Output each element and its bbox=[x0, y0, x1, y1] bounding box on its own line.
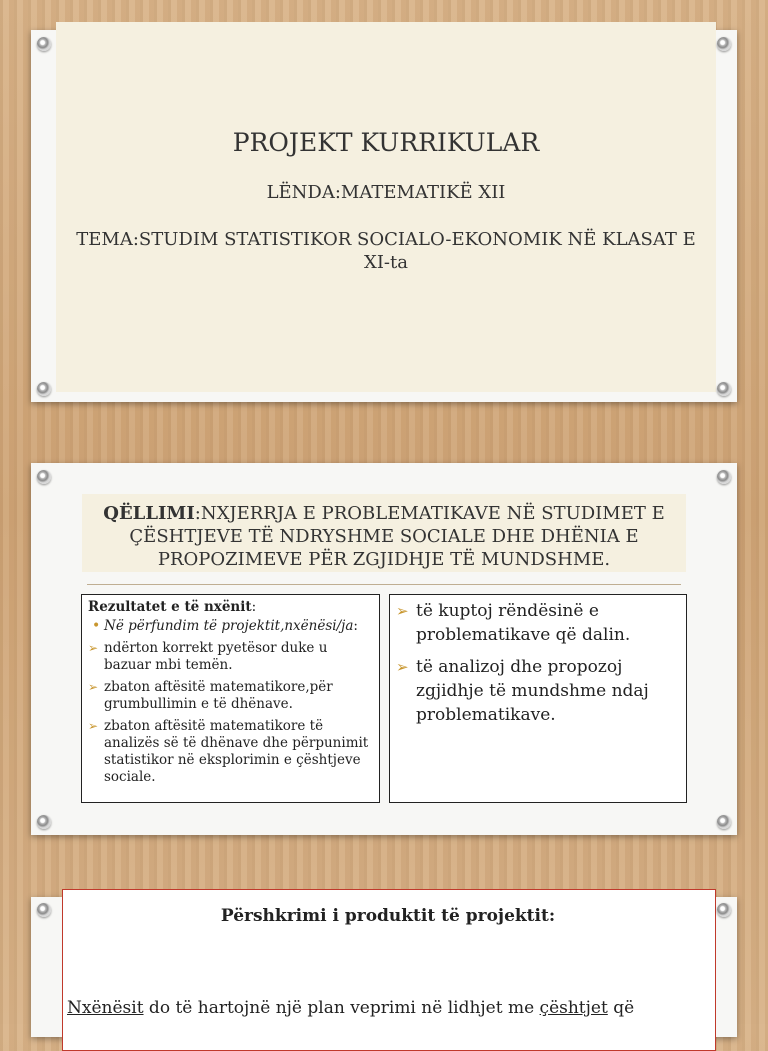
results-heading-text: Rezultatet e të nxënit bbox=[88, 599, 252, 615]
arrow-bullet-icon: ➢ bbox=[88, 680, 99, 694]
intro-text: Në përfundim të projektit,nxënësi/ja bbox=[104, 618, 354, 634]
goal-block bbox=[82, 494, 686, 572]
pin-icon bbox=[37, 37, 51, 51]
list-item bbox=[88, 618, 373, 635]
slide-goal bbox=[31, 463, 737, 835]
results-heading bbox=[88, 599, 373, 615]
paragraph-part: që bbox=[607, 998, 635, 1018]
pin-icon bbox=[717, 815, 731, 829]
slide-product bbox=[31, 897, 737, 1037]
pin-icon bbox=[717, 37, 731, 51]
pin-icon bbox=[37, 382, 51, 396]
list-item bbox=[88, 640, 373, 674]
pin-icon bbox=[717, 470, 731, 484]
arrow-bullet-icon: ➢ bbox=[396, 602, 409, 620]
pin-icon bbox=[37, 903, 51, 917]
goal-text: :NXJERRJA E PROBLEMATIKAVE NË STUDIMET E ÇËSHTJEVE TË NDRYSHME SOCIALE DHE DHËNIA E PROPOZIMEVE PËR ZGJIDHJE TË MUNDSHME. bbox=[129, 503, 665, 570]
result-text: ndërton korrekt pyetësor duke u bazuar mbi temën. bbox=[104, 640, 328, 673]
list-item bbox=[396, 599, 680, 647]
paragraph-part: Nxënësit bbox=[67, 998, 144, 1018]
result-text: zbaton aftësitë matematikore,për grumbullimin e të dhënave. bbox=[104, 679, 333, 712]
objectives-box bbox=[389, 594, 687, 803]
topic-line: TEMA:STUDIM STATISTIKOR SOCIALO-EKONOMIK NË KLASAT E XI-ta bbox=[76, 229, 696, 273]
title-paper bbox=[56, 22, 716, 392]
list-item bbox=[396, 655, 680, 727]
list-item bbox=[88, 679, 373, 713]
intro-colon: : bbox=[353, 618, 358, 634]
pin-icon bbox=[37, 470, 51, 484]
project-title: PROJEKT KURRIKULAR bbox=[232, 128, 540, 157]
goal-label: QËLLIMI bbox=[103, 503, 195, 524]
list-item bbox=[88, 718, 373, 786]
slide-title bbox=[31, 30, 737, 402]
arrow-bullet-icon: ➢ bbox=[88, 641, 99, 655]
pin-icon bbox=[37, 815, 51, 829]
learning-results-box bbox=[81, 594, 380, 803]
objective-text: të analizoj dhe propozoj zgjidhje të mundshme ndaj problematikave. bbox=[416, 657, 649, 725]
product-paragraph bbox=[67, 998, 725, 1018]
arrow-bullet-icon: ➢ bbox=[396, 658, 409, 676]
paragraph-part: çështjet bbox=[539, 998, 608, 1018]
arrow-bullet-icon: ➢ bbox=[88, 719, 99, 733]
result-text: zbaton aftësitë matematikore të analizës së të dhënave dhe përpunimit statistikor në eksplorimin e çështjeve sociale. bbox=[104, 718, 369, 785]
pin-icon bbox=[717, 382, 731, 396]
objective-text: të kuptoj rëndësinë e problematikave që dalin. bbox=[416, 601, 631, 645]
divider bbox=[87, 584, 681, 585]
bullet-dot-icon: • bbox=[92, 618, 101, 634]
paragraph-part: do të hartojnë një plan veprimi në lidhjet me bbox=[143, 998, 540, 1018]
results-heading-colon: : bbox=[251, 599, 257, 615]
subject-line: LËNDA:MATEMATIKË XII bbox=[266, 182, 506, 203]
product-heading: Përshkrimi i produktit të projektit: bbox=[220, 906, 556, 926]
pin-icon bbox=[717, 903, 731, 917]
